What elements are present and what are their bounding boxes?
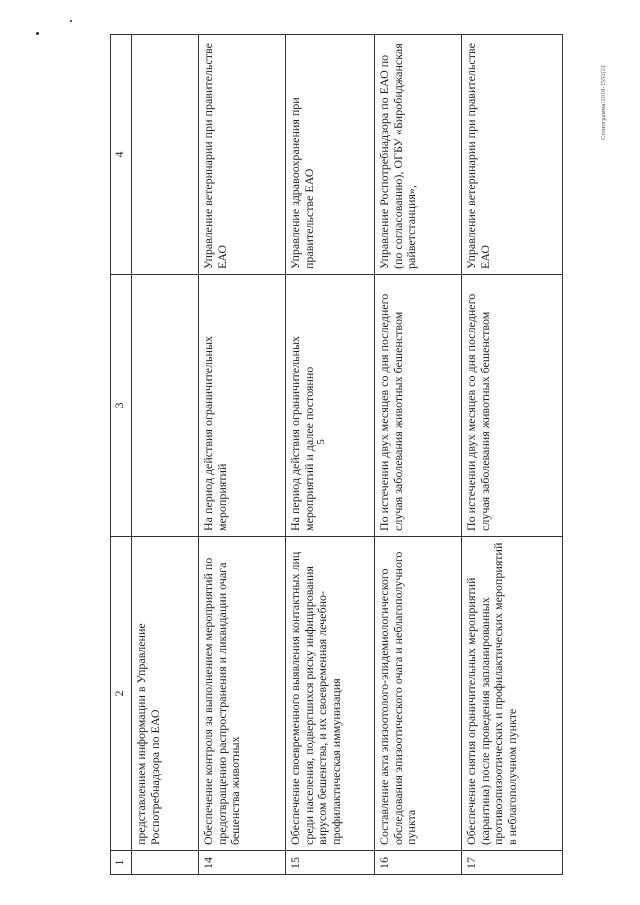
deadline-cell: По истечении двух месяцев со дня последнего случая заболевания животных бешенством	[375, 275, 462, 537]
table-row	[199, 35, 286, 875]
table-row	[462, 35, 563, 875]
scan-speck	[36, 32, 39, 35]
measures-table	[110, 34, 563, 875]
responsible-cell: Управление ветеринарии при правительстве ЕАО	[199, 35, 286, 275]
page-number: 5	[314, 439, 327, 445]
row-number: 14	[199, 851, 286, 875]
rotated-page	[110, 35, 540, 875]
responsible-cell	[132, 35, 199, 275]
table-row	[286, 35, 375, 875]
deadline-cell	[132, 275, 199, 537]
table-row	[132, 35, 199, 875]
scan-speck	[70, 20, 72, 22]
responsible-cell: Управление здравоохранения при правительстве ЕАО	[286, 35, 375, 275]
measure-cell: Составление акта эпизоотолого-эпидемиологического обследования эпизоотического очага и неблагополучного пункта	[375, 537, 462, 851]
row-number: 17	[462, 851, 563, 875]
measure-cell: Обеспечение своевременного выявления контактных лиц среди населения, подвергшихся риску инфицирования вирусом бешенства, и их своевременная лечебно-профилактическая иммунизация	[286, 537, 375, 851]
measure-cell: представлением информации в Управление Роспотребнадзора по ЕАО	[132, 537, 199, 851]
stamp-text: Стенограмма/2018-1552(2)	[600, 65, 607, 140]
row-number	[132, 851, 199, 875]
measure-cell: Обеспечение контроля за выполнением мероприятий по предотвращению распространения и ликвидации очага бешенства животных	[199, 537, 286, 851]
row-number: 15	[286, 851, 375, 875]
deadline-cell: На период действия ограничительных мероприятий и далее постоянно	[286, 275, 375, 537]
table-row	[375, 35, 462, 875]
header-cell: 3	[111, 275, 132, 537]
responsible-cell: Управление ветеринарии при правительстве ЕАО	[462, 35, 563, 275]
deadline-cell: На период действия ограничительных мероприятий	[199, 275, 286, 537]
header-cell: 4	[111, 35, 132, 275]
measure-cell: Обеспечение снятия ограничительных мероприятий (карантина) после проведения запланированных противоэпизоотических и профилактических мероприятий в неблагополучном пункте	[462, 537, 563, 851]
header-cell: 2	[111, 537, 132, 851]
responsible-cell: Управление Роспотребнадзора по ЕАО по (по согласованию), ОГБУ «Биробиджанская райветстанция»,	[375, 35, 462, 275]
header-cell: 1	[111, 851, 132, 875]
deadline-cell: По истечении двух месяцев со дня последнего случая заболевания животных бешенством	[462, 275, 563, 537]
table-header-row	[111, 35, 132, 875]
row-number: 16	[375, 851, 462, 875]
